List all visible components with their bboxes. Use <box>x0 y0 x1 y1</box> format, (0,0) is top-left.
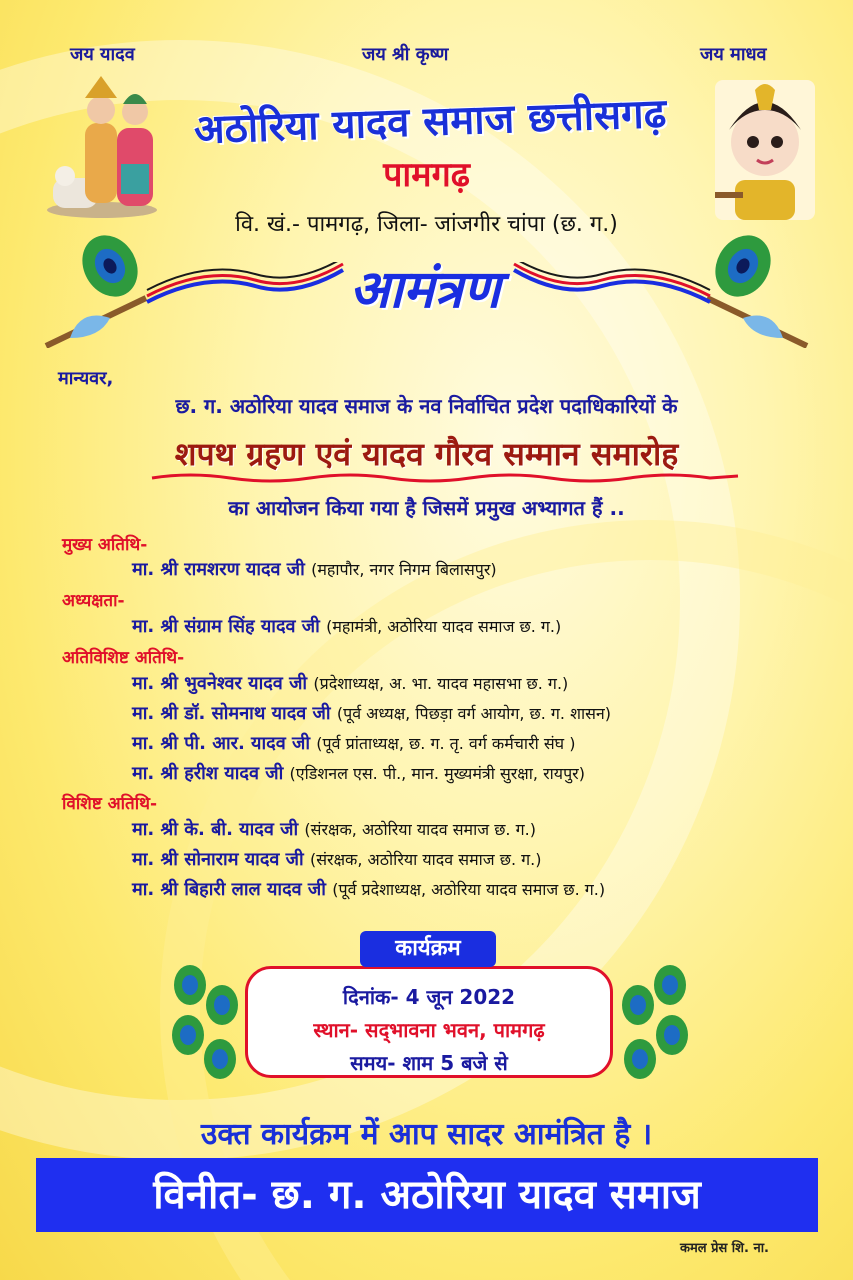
organization-title: अठोरिया यादव समाज छत्तीसगढ़ <box>193 90 667 154</box>
guest-role: (प्रदेशाध्यक्ष, अ. भा. यादव महासभा छ. ग.) <box>313 674 569 693</box>
guest-name: मा. श्री डॉ. सोमनाथ यादव जी <box>132 703 331 724</box>
greeting-center: जय श्री कृष्ण <box>362 44 449 65</box>
peacock-feather-icon <box>703 228 813 348</box>
guest-role: (महामंत्री, अठोरिया यादव समाज छ. ग.) <box>326 617 562 636</box>
guest-entry <box>132 817 536 841</box>
event-title: शपथ ग्रहण एवं यादव गौरव सम्मान समारोह <box>174 435 679 473</box>
event-title-underline <box>150 470 740 484</box>
salutation: मान्यवर, <box>58 368 114 389</box>
place-title: पामगढ़ <box>383 155 470 195</box>
guest-role: (संरक्षक, अठोरिया यादव समाज छ. ग.) <box>309 850 542 869</box>
guest-entry <box>132 761 585 785</box>
address-line: वि. खं.- पामगढ़, जिला- जांजगीर चांपा (छ. ग.) <box>235 212 618 237</box>
guest-name: मा. श्री बिहारी लाल यादव जी <box>132 879 326 900</box>
invitation-heading: आमंत्रण <box>349 259 501 320</box>
guest-name: मा. श्री सोनाराम यादव जी <box>132 849 304 870</box>
decorative-ribbon <box>145 262 345 310</box>
intro-line: छ. ग. अठोरिया यादव समाज के नव निर्वाचित प्रदेश पदाधिकारियों के <box>175 394 678 418</box>
guest-role: (संरक्षक, अठोरिया यादव समाज छ. ग.) <box>304 820 536 839</box>
category-president: अध्यक्षता- <box>62 591 125 611</box>
guest-entry <box>132 847 542 871</box>
guest-entry <box>132 614 561 638</box>
guest-role: (महापौर, नगर निगम बिलासपुर) <box>311 560 497 579</box>
program-time: समय- शाम 5 बजे से <box>350 1051 508 1075</box>
sender-band: विनीत- छ. ग. अठोरिया यादव समाज <box>36 1158 818 1232</box>
intro-line-2: का आयोजन किया गया है जिसमें प्रमुख अभ्यागत हैं .. <box>228 496 625 520</box>
category-vip-guest: विशिष्ट अतिथि- <box>62 794 158 814</box>
greeting-right: जय माधव <box>700 44 767 65</box>
category-chief-guest: मुख्य अतिथि- <box>62 535 148 555</box>
guest-name: मा. श्री रामशरण यादव जी <box>132 559 305 580</box>
guest-role: (पूर्व अध्यक्ष, पिछड़ा वर्ग आयोग, छ. ग. शासन) <box>336 704 612 723</box>
guest-role: (पूर्व प्रांताध्यक्ष, छ. ग. तृ. वर्ग कर्मचारी संघ ) <box>316 734 576 753</box>
guest-entry <box>132 877 605 901</box>
program-venue: स्थान- सद्‌भावना भवन, पामगढ़ <box>313 1018 545 1042</box>
press-credit: कमल प्रेस शि. ना. <box>680 1241 770 1256</box>
guest-entry <box>132 731 575 755</box>
guest-entry <box>132 671 568 695</box>
guest-role: (एडिशनल एस. पी., मान. मुख्यमंत्री सुरक्षा, रायपुर) <box>289 764 585 783</box>
program-date: दिनांक- 4 जून 2022 <box>342 985 516 1009</box>
guest-name: मा. श्री पी. आर. यादव जी <box>132 733 311 754</box>
guest-name: मा. श्री भुवनेश्वर यादव जी <box>132 673 308 694</box>
guest-entry <box>132 557 497 581</box>
guest-name: मा. श्री के. बी. यादव जी <box>132 819 299 840</box>
program-details-box <box>245 966 613 1078</box>
decorative-ribbon <box>512 262 712 310</box>
guest-entry <box>132 701 611 725</box>
invite-line: उक्त कार्यक्रम में आप सादर आमंत्रित है । <box>200 1117 653 1152</box>
program-heading: कार्यक्रम <box>360 931 496 967</box>
peacock-feathers-icon <box>610 955 700 1085</box>
category-vvip-guest: अतिविशिष्ट अतिथि- <box>62 648 185 668</box>
greeting-left: जय यादव <box>70 44 135 65</box>
peacock-feathers-icon <box>160 955 250 1085</box>
guest-name: मा. श्री हरीश यादव जी <box>132 763 284 784</box>
guest-name: मा. श्री संग्राम सिंह यादव जी <box>132 616 320 637</box>
peacock-feather-icon <box>40 228 150 348</box>
guest-role: (पूर्व प्रदेशाध्यक्ष, अठोरिया यादव समाज छ. ग.) <box>332 880 606 899</box>
